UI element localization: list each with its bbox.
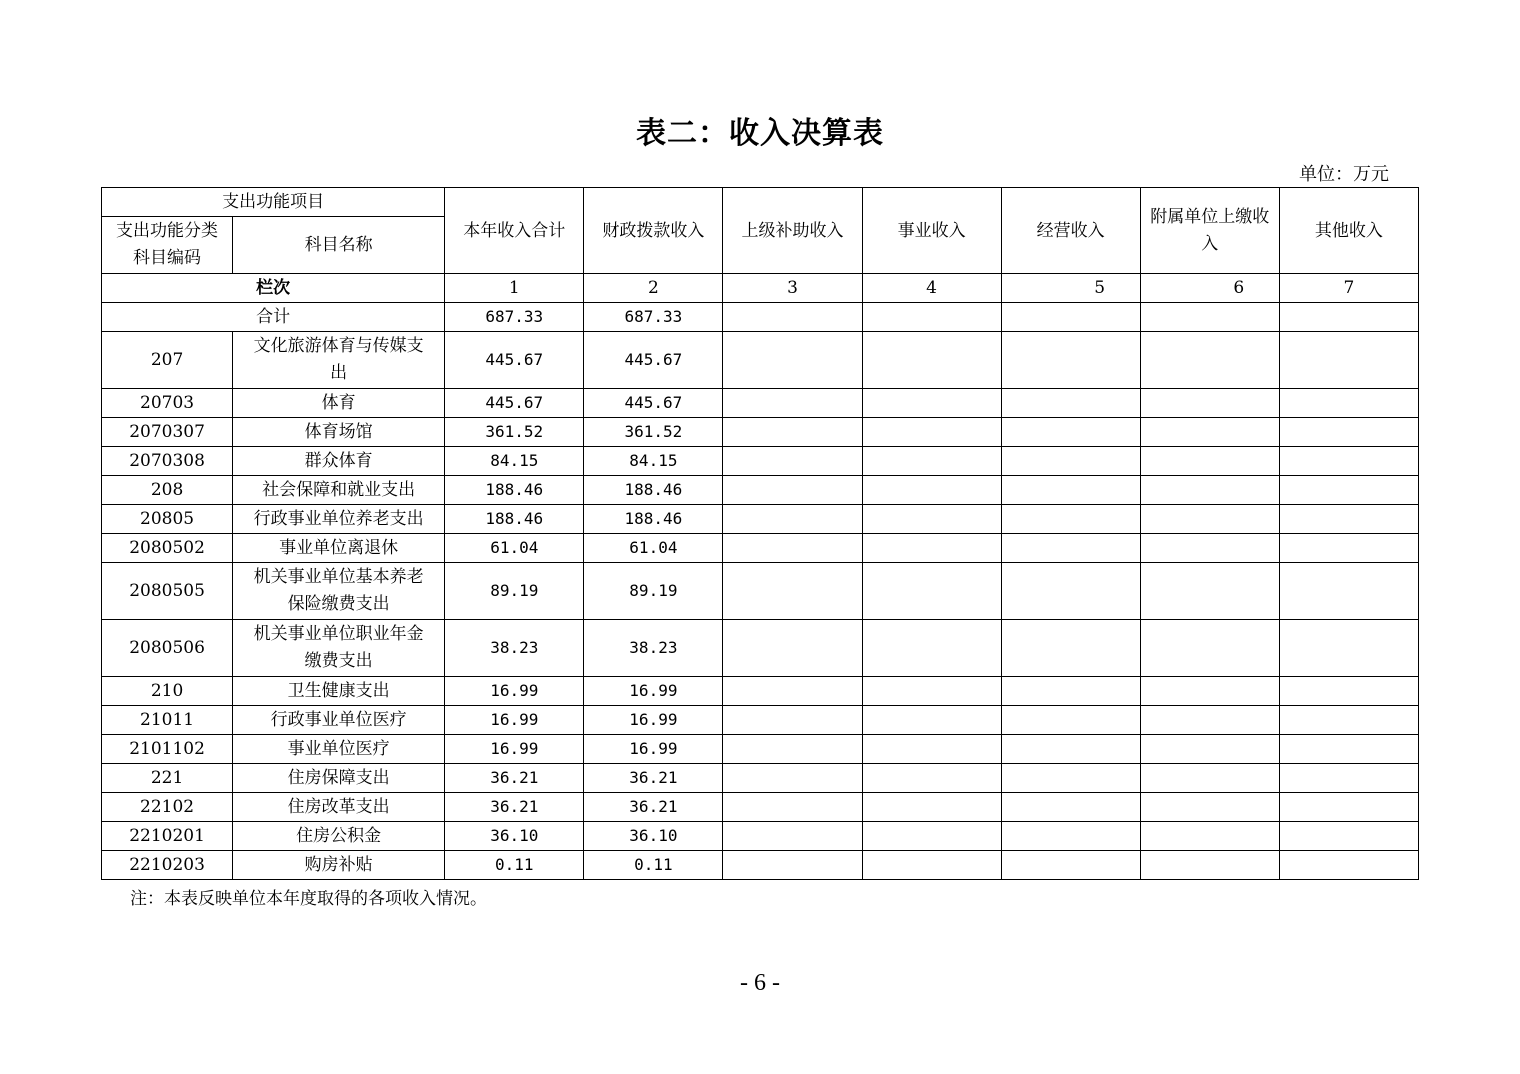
row-value-col-4 [862, 389, 1001, 418]
row-value-col-1: 445.67 [445, 332, 584, 389]
column-index-2: 2 [584, 274, 723, 303]
row-name: 文化旅游体育与传媒支出 [233, 332, 445, 389]
row-name: 体育场馆 [233, 418, 445, 447]
row-code: 210 [102, 677, 233, 706]
row-value-col-5 [1001, 418, 1140, 447]
column-index-3: 3 [723, 274, 862, 303]
table-row [102, 505, 1419, 534]
row-value-col-6 [1140, 447, 1279, 476]
row-name: 行政事业单位医疗 [233, 706, 445, 735]
table-row [102, 706, 1419, 735]
row-value-col-7 [1279, 764, 1418, 793]
row-value-col-3 [723, 332, 862, 389]
header-col-5: 经营收入 [1001, 188, 1140, 274]
row-name: 机关事业单位职业年金缴费支出 [233, 620, 445, 677]
row-value-col-4 [862, 793, 1001, 822]
row-code: 2210203 [102, 851, 233, 880]
row-value-col-5 [1001, 793, 1140, 822]
row-value-col-4 [862, 332, 1001, 389]
row-value-col-5 [1001, 476, 1140, 505]
row-code: 2210201 [102, 822, 233, 851]
table-row [102, 764, 1419, 793]
row-value-col-5 [1001, 735, 1140, 764]
header-col-7: 其他收入 [1279, 188, 1418, 274]
row-value-col-1: 445.67 [445, 389, 584, 418]
row-value-col-7 [1279, 706, 1418, 735]
row-code: 22102 [102, 793, 233, 822]
row-value-col-6 [1140, 620, 1279, 677]
row-value-col-6 [1140, 563, 1279, 620]
row-value-col-3 [723, 706, 862, 735]
row-value-col-4 [862, 447, 1001, 476]
row-value-col-2: 36.10 [584, 822, 723, 851]
row-value-col-3 [723, 735, 862, 764]
row-value-col-7 [1279, 534, 1418, 563]
row-value-col-4 [862, 764, 1001, 793]
row-value-col-4 [862, 822, 1001, 851]
row-code: 2080506 [102, 620, 233, 677]
row-name: 购房补贴 [233, 851, 445, 880]
row-value-col-2: 16.99 [584, 706, 723, 735]
column-index-6: 6 [1140, 274, 1279, 303]
column-index-4: 4 [862, 274, 1001, 303]
table-row [102, 851, 1419, 880]
row-value-col-5 [1001, 447, 1140, 476]
row-value-col-4 [862, 505, 1001, 534]
table-row [102, 447, 1419, 476]
row-name: 住房公积金 [233, 822, 445, 851]
row-value-col-5 [1001, 389, 1140, 418]
page-number: - 6 - [740, 970, 780, 996]
row-value-col-4 [862, 534, 1001, 563]
row-value-col-7 [1279, 389, 1418, 418]
header-col-3: 上级补助收入 [723, 188, 862, 274]
row-code: 2101102 [102, 735, 233, 764]
row-value-col-6 [1140, 476, 1279, 505]
column-index-1: 1 [445, 274, 584, 303]
header-name: 科目名称 [233, 217, 445, 274]
row-value-col-1: 36.21 [445, 764, 584, 793]
row-value-col-5 [1001, 677, 1140, 706]
row-value-col-5 [1001, 706, 1140, 735]
row-value-col-5 [1001, 620, 1140, 677]
row-value-col-7 [1279, 677, 1418, 706]
row-value-col-3 [723, 851, 862, 880]
row-value-col-7 [1279, 505, 1418, 534]
row-value-col-6 [1140, 332, 1279, 389]
total-value [1279, 303, 1418, 332]
row-value-col-2: 361.52 [584, 418, 723, 447]
header-col-2: 财政拨款收入 [584, 188, 723, 274]
row-value-col-5 [1001, 851, 1140, 880]
total-label: 合计 [102, 303, 445, 332]
row-value-col-1: 188.46 [445, 505, 584, 534]
row-value-col-5 [1001, 332, 1140, 389]
income-table [101, 187, 1419, 880]
row-value-col-3 [723, 418, 862, 447]
row-value-col-3 [723, 534, 862, 563]
table-row [102, 822, 1419, 851]
row-value-col-3 [723, 476, 862, 505]
table-row [102, 677, 1419, 706]
row-value-col-7 [1279, 563, 1418, 620]
row-value-col-2: 84.15 [584, 447, 723, 476]
row-value-col-2: 16.99 [584, 735, 723, 764]
row-value-col-6 [1140, 764, 1279, 793]
row-value-col-4 [862, 418, 1001, 447]
row-value-col-3 [723, 764, 862, 793]
row-code: 21011 [102, 706, 233, 735]
row-value-col-1: 16.99 [445, 677, 584, 706]
header-col-6: 附属单位上缴收入 [1140, 188, 1279, 274]
row-value-col-4 [862, 677, 1001, 706]
row-value-col-6 [1140, 706, 1279, 735]
row-value-col-6 [1140, 793, 1279, 822]
table-row [102, 389, 1419, 418]
row-value-col-1: 38.23 [445, 620, 584, 677]
row-value-col-1: 84.15 [445, 447, 584, 476]
row-value-col-4 [862, 563, 1001, 620]
header-col-4: 事业收入 [862, 188, 1001, 274]
unit-label: 单位：万元 [1299, 164, 1389, 185]
total-value [723, 303, 862, 332]
row-value-col-2: 89.19 [584, 563, 723, 620]
table-row [102, 418, 1419, 447]
row-value-col-7 [1279, 793, 1418, 822]
total-value [1140, 303, 1279, 332]
row-value-col-1: 16.99 [445, 706, 584, 735]
row-name: 住房改革支出 [233, 793, 445, 822]
column-index-label: 栏次 [102, 274, 445, 303]
row-value-col-1: 361.52 [445, 418, 584, 447]
row-value-col-3 [723, 389, 862, 418]
row-value-col-4 [862, 706, 1001, 735]
row-code: 208 [102, 476, 233, 505]
row-value-col-7 [1279, 822, 1418, 851]
row-value-col-2: 445.67 [584, 332, 723, 389]
row-value-col-6 [1140, 418, 1279, 447]
row-value-col-6 [1140, 851, 1279, 880]
column-index-7: 7 [1279, 274, 1418, 303]
row-value-col-6 [1140, 534, 1279, 563]
row-value-col-6 [1140, 822, 1279, 851]
total-row [102, 303, 1419, 332]
row-value-col-7 [1279, 418, 1418, 447]
row-code: 2070307 [102, 418, 233, 447]
table-row [102, 476, 1419, 505]
row-value-col-2: 61.04 [584, 534, 723, 563]
row-value-col-7 [1279, 851, 1418, 880]
table-row [102, 620, 1419, 677]
row-code: 2080505 [102, 563, 233, 620]
row-value-col-2: 16.99 [584, 677, 723, 706]
column-index-5: 5 [1001, 274, 1140, 303]
row-value-col-1: 61.04 [445, 534, 584, 563]
row-code: 221 [102, 764, 233, 793]
row-value-col-2: 188.46 [584, 505, 723, 534]
header-group: 支出功能项目 [102, 188, 445, 217]
row-value-col-5 [1001, 764, 1140, 793]
table-row [102, 534, 1419, 563]
row-value-col-2: 38.23 [584, 620, 723, 677]
row-value-col-2: 0.11 [584, 851, 723, 880]
row-name: 群众体育 [233, 447, 445, 476]
row-value-col-4 [862, 476, 1001, 505]
row-value-col-2: 188.46 [584, 476, 723, 505]
row-value-col-3 [723, 505, 862, 534]
row-value-col-6 [1140, 389, 1279, 418]
row-name: 体育 [233, 389, 445, 418]
row-value-col-2: 36.21 [584, 764, 723, 793]
table-row [102, 332, 1419, 389]
row-value-col-2: 445.67 [584, 389, 723, 418]
row-value-col-6 [1140, 677, 1279, 706]
row-value-col-3 [723, 447, 862, 476]
row-value-col-3 [723, 822, 862, 851]
row-value-col-1: 36.10 [445, 822, 584, 851]
row-code: 20703 [102, 389, 233, 418]
row-name: 卫生健康支出 [233, 677, 445, 706]
row-value-col-5 [1001, 534, 1140, 563]
header-row-1 [102, 188, 1419, 217]
row-value-col-5 [1001, 563, 1140, 620]
row-code: 2080502 [102, 534, 233, 563]
total-value: 687.33 [445, 303, 584, 332]
row-value-col-3 [723, 677, 862, 706]
header-code: 支出功能分类科目编码 [102, 217, 233, 274]
row-code: 20805 [102, 505, 233, 534]
row-name: 机关事业单位基本养老保险缴费支出 [233, 563, 445, 620]
row-value-col-4 [862, 851, 1001, 880]
row-value-col-1: 188.46 [445, 476, 584, 505]
column-index-row [102, 274, 1419, 303]
total-value [1001, 303, 1140, 332]
row-code: 2070308 [102, 447, 233, 476]
row-value-col-7 [1279, 476, 1418, 505]
row-value-col-7 [1279, 620, 1418, 677]
row-name: 行政事业单位养老支出 [233, 505, 445, 534]
row-code: 207 [102, 332, 233, 389]
page-title: 表二：收入决算表 [636, 116, 884, 151]
row-value-col-3 [723, 563, 862, 620]
row-value-col-1: 16.99 [445, 735, 584, 764]
header-col-1: 本年收入合计 [445, 188, 584, 274]
total-value: 687.33 [584, 303, 723, 332]
row-value-col-1: 36.21 [445, 793, 584, 822]
row-value-col-7 [1279, 735, 1418, 764]
row-value-col-2: 36.21 [584, 793, 723, 822]
table-row [102, 735, 1419, 764]
row-value-col-3 [723, 620, 862, 677]
row-value-col-7 [1279, 447, 1418, 476]
row-name: 社会保障和就业支出 [233, 476, 445, 505]
row-value-col-6 [1140, 735, 1279, 764]
row-value-col-5 [1001, 822, 1140, 851]
row-value-col-1: 89.19 [445, 563, 584, 620]
table-row [102, 793, 1419, 822]
row-value-col-1: 0.11 [445, 851, 584, 880]
row-value-col-5 [1001, 505, 1140, 534]
row-name: 住房保障支出 [233, 764, 445, 793]
row-name: 事业单位离退休 [233, 534, 445, 563]
row-value-col-3 [723, 793, 862, 822]
table-row [102, 563, 1419, 620]
table-note: 注：本表反映单位本年度取得的各项收入情况。 [130, 889, 487, 909]
row-value-col-7 [1279, 332, 1418, 389]
row-value-col-6 [1140, 505, 1279, 534]
row-value-col-4 [862, 620, 1001, 677]
total-value [862, 303, 1001, 332]
row-name: 事业单位医疗 [233, 735, 445, 764]
row-value-col-4 [862, 735, 1001, 764]
